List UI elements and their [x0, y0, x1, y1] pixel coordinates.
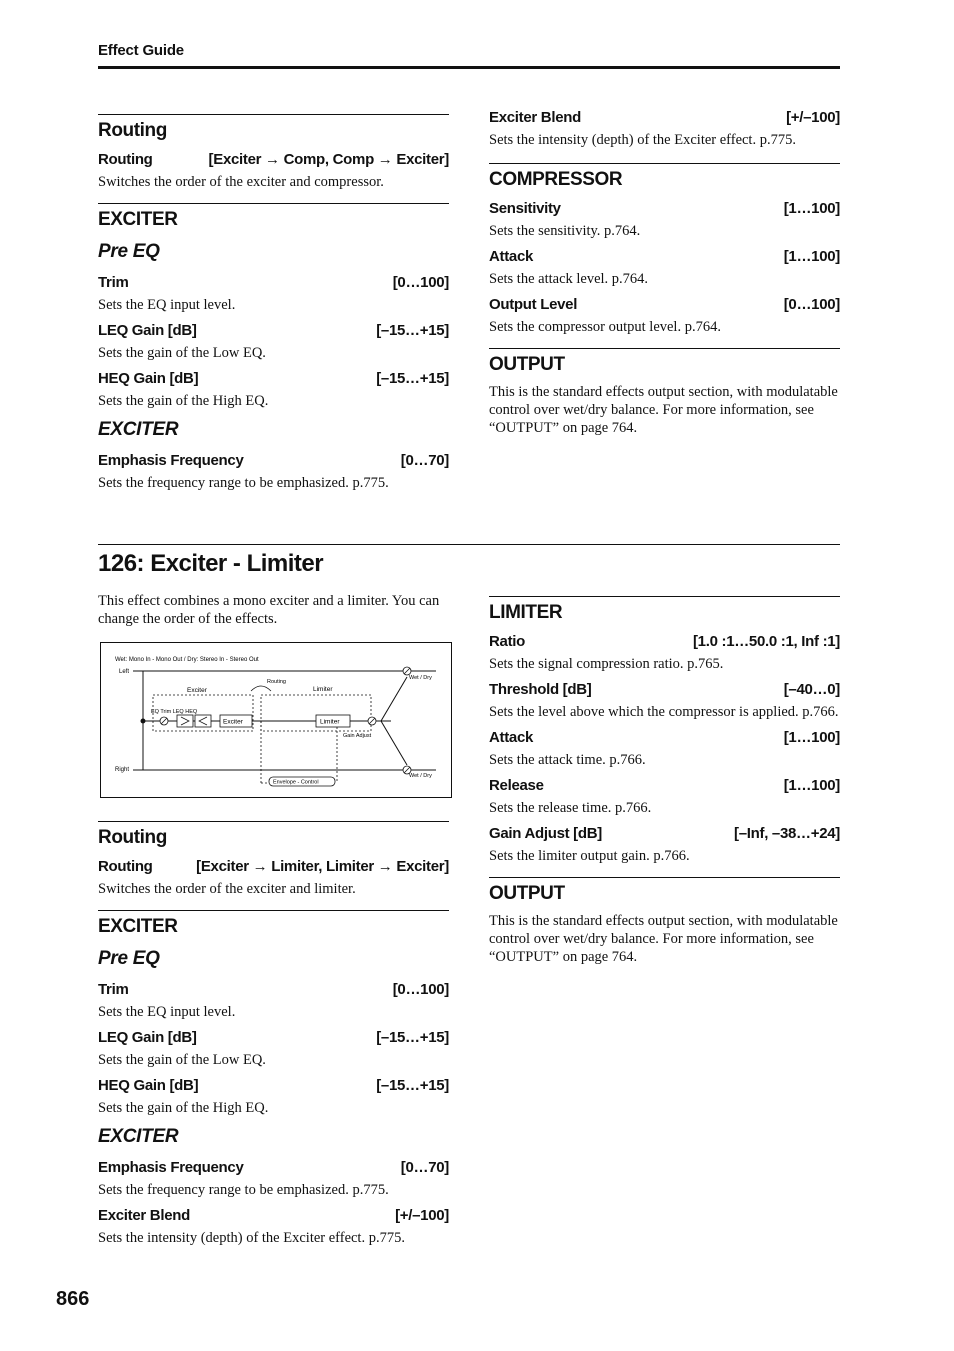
param-exciter-blend [489, 107, 840, 149]
param-name: Release [489, 777, 544, 794]
param-range: [–Inf, –38…+24] [734, 825, 840, 842]
param-exciter-blend [98, 1205, 449, 1247]
param-desc: Sets the EQ input level. [98, 297, 236, 313]
bottom-left-column [98, 821, 449, 1259]
param-range: [1…100] [783, 248, 840, 265]
exciter-sub-title: EXCITER [98, 419, 179, 440]
param-heq-gain [98, 1075, 449, 1117]
param-release [489, 775, 840, 817]
param-desc: Sets the gain of the Low EQ. [98, 345, 266, 361]
param-desc: Sets the level above which the compressor is applied. p.766. [489, 704, 839, 720]
output-text: This is the standard effects output section, with modulatable control over wet/dry balance. For more information, see “OUTPUT” on page 764. [489, 384, 838, 436]
wet-to-right [381, 721, 407, 765]
param-name: LEQ Gain [dB] [98, 322, 197, 339]
param-desc: Sets the attack time. p.766. [489, 752, 646, 768]
param-output-level [489, 294, 840, 336]
param-range: [–15…+15] [376, 322, 449, 339]
param-desc: Sets the gain of the Low EQ. [98, 1052, 266, 1068]
top-right-column [489, 107, 840, 449]
limiter-title: LIMITER [489, 602, 563, 623]
pre-eq-title: Pre EQ [98, 241, 160, 262]
param-name: Threshold [dB] [489, 681, 592, 698]
param-emphasis [98, 1157, 449, 1199]
exciter-section-2 [98, 910, 449, 1247]
compressor-title: COMPRESSOR [489, 169, 623, 190]
param-desc: Sets the gain of the High EQ. [98, 393, 269, 409]
param-name: Exciter Blend [98, 1207, 190, 1224]
wet-to-left [381, 677, 407, 721]
param-name: HEQ Gain [dB] [98, 370, 199, 387]
param-range: [0…70] [400, 452, 449, 469]
param-desc: Switches the order of the exciter and compressor. [98, 174, 384, 190]
param-desc: Sets the frequency range to be emphasized. p.775. [98, 475, 389, 491]
param-range: [0…100] [783, 296, 840, 313]
limiter-box-label: Limiter [320, 718, 340, 726]
param-range: [1…100] [783, 729, 840, 746]
page-number: 866 [56, 1288, 90, 1310]
signal-flow-diagram [100, 642, 452, 798]
param-desc: Sets the intensity (depth) of the Exciter effect. p.775. [98, 1230, 405, 1246]
param-name: Gain Adjust [dB] [489, 825, 602, 842]
output-text: This is the standard effects output section, with modulatable control over wet/dry balance. For more information, see “OUTPUT” on page 764. [489, 913, 838, 965]
param-trim [98, 979, 449, 1021]
param-sensitivity [489, 198, 840, 240]
wet-dry-top-label: Wet / Dry [409, 675, 432, 681]
param-name: Attack [489, 729, 534, 746]
diagram-svg [101, 643, 451, 797]
envelope-label: Envelope - Control [273, 779, 319, 786]
param-desc: Sets the EQ input level. [98, 1004, 236, 1020]
param-attack [489, 246, 840, 288]
param-name: HEQ Gain [dB] [98, 1077, 199, 1094]
param-ratio [489, 631, 840, 673]
compressor-section [489, 163, 840, 336]
heq-box [195, 715, 211, 727]
param-range: [–15…+15] [376, 1077, 449, 1094]
param-leq-gain [98, 1027, 449, 1069]
routing-title: Routing [98, 827, 167, 848]
exciter-box-label: Exciter [223, 718, 243, 726]
output-title: OUTPUT [489, 883, 565, 904]
param-range: [+/–100] [786, 109, 840, 126]
limiter-section [489, 596, 840, 865]
limiter-block-label: Limiter [313, 686, 333, 693]
param-desc: Sets the gain of the High EQ. [98, 1100, 269, 1116]
param-desc: Sets the release time. p.766. [489, 800, 652, 816]
routing-label: Routing [267, 679, 286, 685]
routing-section-2 [98, 821, 449, 898]
exciter-title: EXCITER [98, 209, 178, 230]
param-range: [0…100] [392, 981, 449, 998]
param-heq-gain [98, 368, 449, 410]
param-name: Trim [98, 981, 129, 998]
param-range: [Exciter → Limiter, Limiter → Exciter] [196, 858, 449, 875]
param-routing [98, 856, 449, 898]
param-range: [0…100] [392, 274, 449, 291]
param-threshold [489, 679, 840, 721]
param-range: [–15…+15] [376, 1029, 449, 1046]
output-section [489, 348, 840, 437]
diagram-header: Wet: Mono In - Mono Out / Dry: Stereo In - Stereo Out [115, 657, 259, 663]
param-desc: Sets the intensity (depth) of the Exciter effect. p.775. [489, 132, 796, 148]
param-range: [–15…+15] [376, 370, 449, 387]
param-name: Output Level [489, 296, 578, 313]
bottom-right-column [489, 596, 840, 978]
exciter-block-label: Exciter [187, 687, 207, 694]
left-label: Left [119, 669, 130, 675]
routing-section [98, 114, 449, 191]
param-attack [489, 727, 840, 769]
param-routing [98, 149, 449, 191]
param-emphasis [98, 450, 449, 492]
effect-rule [98, 544, 840, 545]
param-range: [0…70] [400, 1159, 449, 1176]
top-left-column [98, 114, 449, 504]
param-desc: Switches the order of the exciter and limiter. [98, 881, 356, 897]
effect-title: 126: Exciter - Limiter [98, 550, 324, 577]
param-name: Ratio [489, 633, 526, 650]
param-name: Trim [98, 274, 129, 291]
param-name: Exciter Blend [489, 109, 581, 126]
param-desc: Sets the signal compression ratio. p.765. [489, 656, 724, 672]
routing-arrow-icon [251, 686, 271, 691]
param-name: Emphasis Frequency [98, 1159, 244, 1176]
output-section-2 [489, 877, 840, 966]
param-desc: Sets the limiter output gain. p.766. [489, 848, 690, 864]
output-title: OUTPUT [489, 354, 565, 375]
param-range: [+/–100] [395, 1207, 449, 1224]
param-name: Routing [98, 151, 153, 168]
param-desc: Sets the compressor output level. p.764. [489, 319, 721, 335]
exciter-section [98, 203, 449, 492]
param-range: [1…100] [783, 777, 840, 794]
exciter-title: EXCITER [98, 916, 178, 937]
param-range: [Exciter → Comp, Comp → Exciter] [208, 151, 449, 168]
param-name: Sensitivity [489, 200, 561, 217]
param-range: [1…100] [783, 200, 840, 217]
param-desc: Sets the attack level. p.764. [489, 271, 649, 287]
eq-label: EQ Trim LEQ HEQ [151, 709, 198, 715]
param-name: Attack [489, 248, 534, 265]
param-gain-adjust [489, 823, 840, 865]
param-leq-gain [98, 320, 449, 362]
effect-intro: This effect combines a mono exciter and a limiter. You can change the order of the effects. [98, 593, 440, 627]
wet-dry-bottom-label: Wet / Dry [409, 773, 432, 779]
right-label: Right [115, 767, 130, 773]
exciter-sub-title: EXCITER [98, 1126, 179, 1147]
param-range: [–40…0] [783, 681, 840, 698]
param-trim [98, 272, 449, 314]
param-range: [1.0 :1…50.0 :1, Inf :1] [692, 633, 840, 650]
param-desc: Sets the frequency range to be emphasized. p.775. [98, 1182, 389, 1198]
param-name: Routing [98, 858, 153, 875]
leq-box [177, 715, 193, 727]
header-rule [98, 66, 840, 69]
gain-adjust-label: Gain Adjust [343, 733, 372, 739]
pre-eq-title: Pre EQ [98, 948, 160, 969]
page-header: Effect Guide [98, 42, 184, 59]
param-desc: Sets the sensitivity. p.764. [489, 223, 641, 239]
routing-title: Routing [98, 120, 167, 141]
param-name: Emphasis Frequency [98, 452, 244, 469]
param-name: LEQ Gain [dB] [98, 1029, 197, 1046]
